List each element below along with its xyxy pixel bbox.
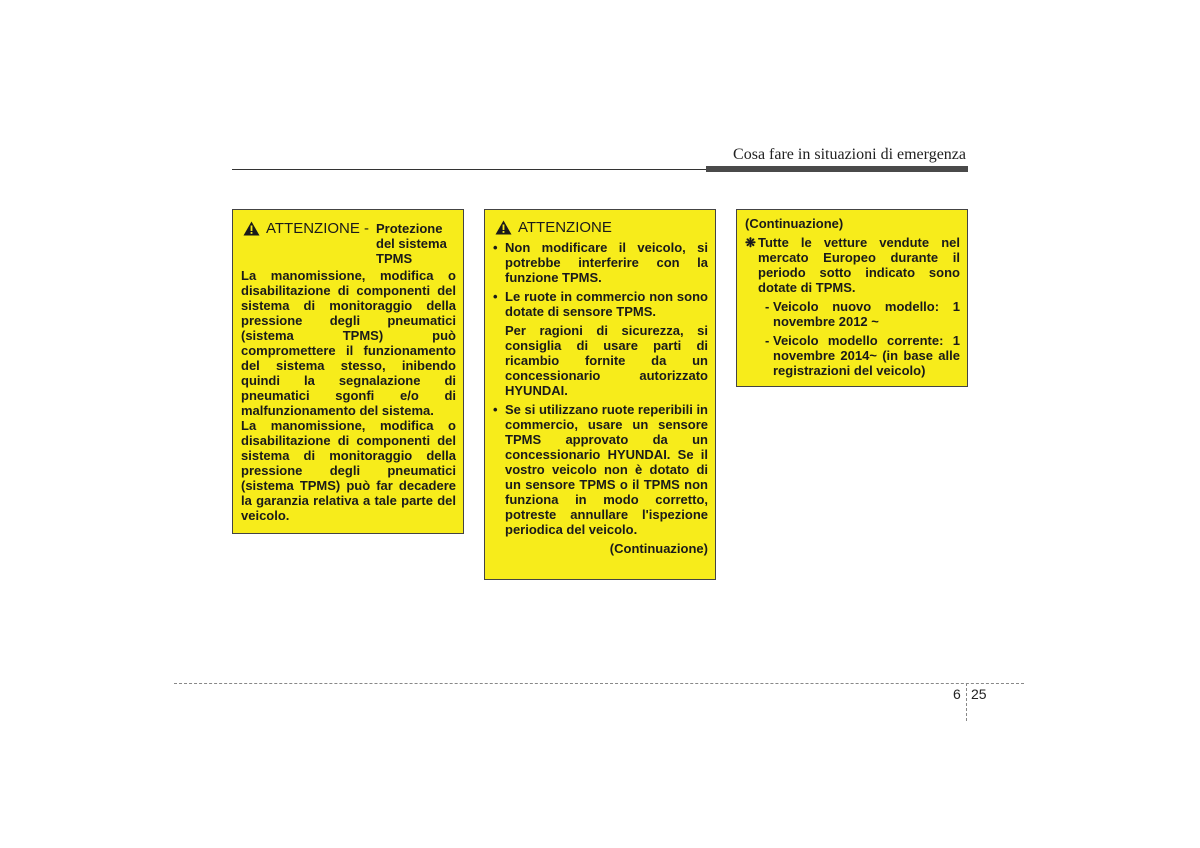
warning-triangle-icon — [495, 220, 512, 235]
list-item: - Veicolo modello corrente: 1 novembre 2014~ (in base alle registrazioni del veicolo) — [745, 333, 960, 378]
list-item — [493, 402, 708, 537]
bullet-list — [493, 240, 708, 537]
warning-title: ATTENZIONE — [518, 219, 612, 236]
paragraph: La manomissione, modifica o disabilitazione di componenti del sistema di monitoraggio della pressione degli pneumatici (sistema TPMS) può compromettere il funzionamento del sistema stesso, inibendo quindi la segnalazione di pneumatici sgonfi e/o di malfunzionamento del sistema. — [241, 268, 456, 418]
note-paragraph — [745, 235, 960, 295]
page-number-divider — [966, 683, 967, 721]
list-item — [493, 289, 708, 398]
section-title: Cosa fare in situazioni di emergenza — [733, 146, 966, 163]
paragraph: La manomissione, modifica o disabilitazione di componenti del sistema di monitoraggio della pressione degli pneumatici (sistema TPMS) può far decadere la garanzia relativa a tale parte del veicolo. — [241, 418, 456, 523]
warning-box-tpms-protection — [232, 209, 464, 534]
dash-list — [745, 299, 960, 378]
warning-subtitle — [373, 221, 456, 266]
paragraph: • Se si utilizzano ruote reperibili in commercio, usare un sensore TPMS approvato da un concessionario HYUNDAI. Se il vostro veicolo non è dotato di un sensore TPMS o il TPMS non funziona in modo corretto, potreste annullare l'ispezione periodica del veicolo. — [505, 402, 708, 537]
warning-title: ATTENZIONE - — [266, 220, 370, 237]
list-item: - Veicolo nuovo modello: 1 novembre 2012 ~ — [745, 299, 960, 329]
continued-label: (Continuazione) — [745, 216, 844, 231]
warning-box-modifications — [484, 209, 716, 580]
warning-header — [241, 221, 456, 266]
paragraph: • Non modificare il veicolo, si potrebbe interferire con la funzione TPMS. — [505, 240, 708, 285]
subtitle-line: del sistema — [376, 236, 447, 251]
note-text: Tutte le vetture vendute nel mercato Europeo durante il periodo sotto indicato sono dotate di TPMS. — [758, 235, 960, 295]
paragraph: • Le ruote in commercio non sono dotate di sensore TPMS. — [505, 289, 708, 319]
header-rule — [232, 169, 706, 170]
paragraph: Per ragioni di sicurezza, si consiglia di usare parti di ricambio fornite da un concessionario autorizzato HYUNDAI. — [505, 323, 708, 398]
warning-body — [241, 268, 456, 523]
list-item — [493, 240, 708, 285]
asterisk-icon: ❋ — [745, 235, 756, 250]
header-rule-thick — [706, 166, 968, 172]
subtitle-line: TPMS — [376, 251, 413, 266]
chapter-number: 6 — [953, 686, 961, 702]
subtitle-line: Protezione — [376, 221, 443, 236]
note-box-continuation — [736, 209, 968, 387]
warning-header — [493, 220, 708, 236]
warning-triangle-icon — [243, 221, 260, 236]
page-number: 25 — [971, 686, 987, 702]
continued-label: (Continuazione) — [609, 541, 708, 556]
footer-divider — [174, 683, 1024, 684]
